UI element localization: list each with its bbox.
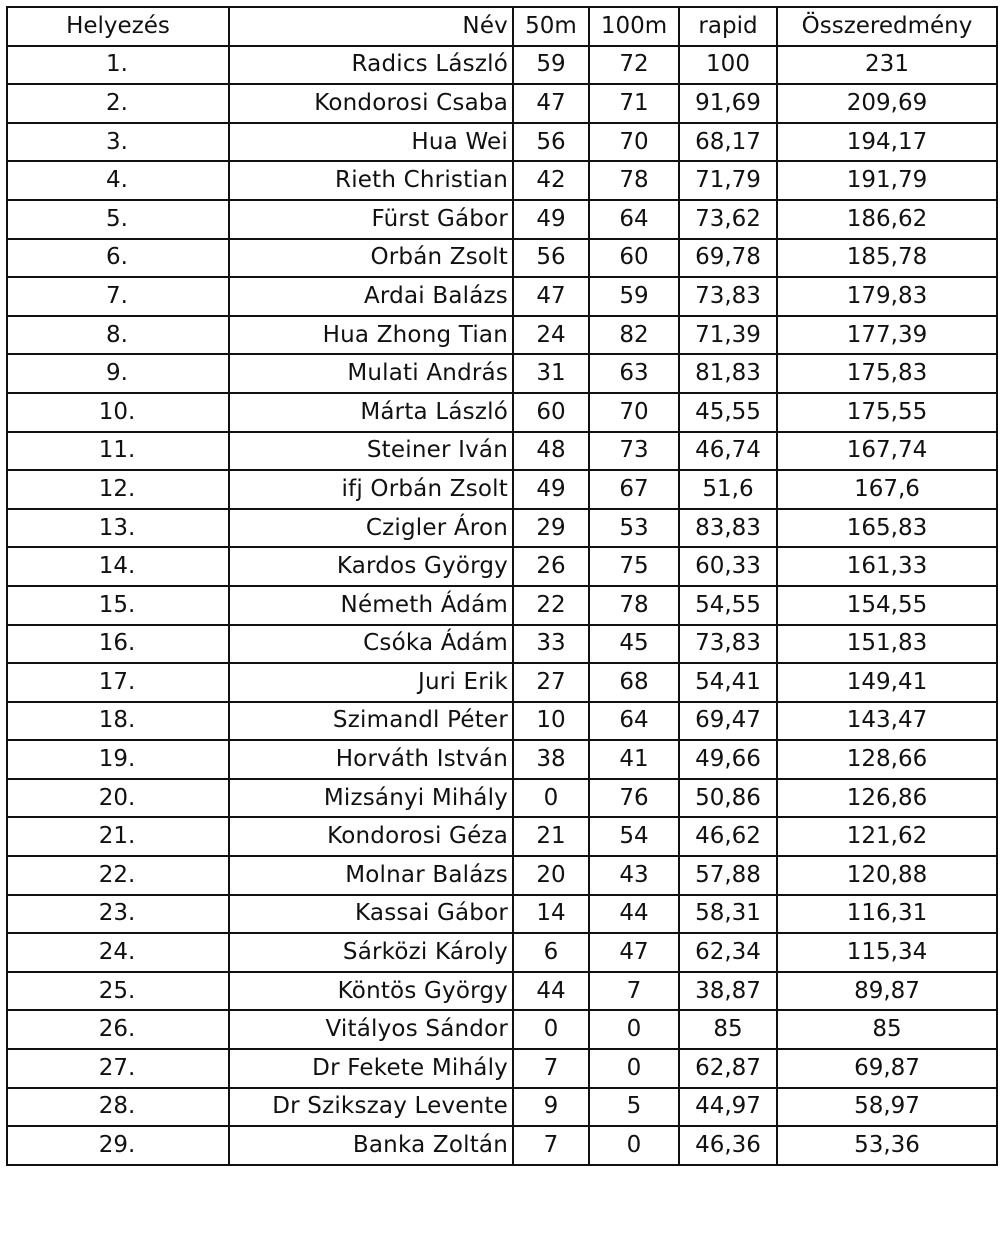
results-table [6, 6, 998, 1166]
cell-rank: 16. [7, 625, 229, 664]
cell-100m: 60 [589, 239, 679, 278]
cell-50m: 59 [513, 46, 589, 85]
cell-name: Kondorosi Géza [229, 817, 513, 856]
table-row [7, 161, 997, 200]
table-row [7, 702, 997, 741]
cell-total: 89,87 [777, 972, 997, 1011]
cell-total: 121,62 [777, 817, 997, 856]
cell-name: Hua Wei [229, 123, 513, 162]
cell-50m: 9 [513, 1088, 589, 1127]
cell-rapid: 60,33 [679, 547, 777, 586]
cell-rank: 2. [7, 84, 229, 123]
cell-total: 185,78 [777, 239, 997, 278]
cell-name: Ardai Balázs [229, 277, 513, 316]
cell-total: 149,41 [777, 663, 997, 702]
cell-rapid: 73,83 [679, 277, 777, 316]
cell-rank: 21. [7, 817, 229, 856]
table-row [7, 663, 997, 702]
cell-rank: 18. [7, 702, 229, 741]
cell-50m: 49 [513, 200, 589, 239]
cell-name: Horváth István [229, 740, 513, 779]
cell-rapid: 62,87 [679, 1049, 777, 1088]
cell-name: Dr Szikszay Levente [229, 1088, 513, 1127]
cell-total: 161,33 [777, 547, 997, 586]
cell-50m: 26 [513, 547, 589, 586]
table-row [7, 740, 997, 779]
table-row [7, 895, 997, 934]
cell-50m: 44 [513, 972, 589, 1011]
cell-rapid: 50,86 [679, 779, 777, 818]
table-row [7, 432, 997, 471]
cell-rapid: 73,62 [679, 200, 777, 239]
cell-100m: 67 [589, 470, 679, 509]
table-row [7, 354, 997, 393]
cell-rapid: 38,87 [679, 972, 777, 1011]
cell-name: Németh Ádám [229, 586, 513, 625]
cell-name: Steiner Iván [229, 432, 513, 471]
cell-total: 167,74 [777, 432, 997, 471]
cell-name: Molnar Balázs [229, 856, 513, 895]
cell-total: 179,83 [777, 277, 997, 316]
cell-rapid: 57,88 [679, 856, 777, 895]
cell-total: 128,66 [777, 740, 997, 779]
cell-rapid: 51,6 [679, 470, 777, 509]
cell-rapid: 69,47 [679, 702, 777, 741]
cell-rank: 22. [7, 856, 229, 895]
cell-rank: 12. [7, 470, 229, 509]
cell-name: Kardos György [229, 547, 513, 586]
header-50m: 50m [513, 7, 589, 46]
cell-rapid: 100 [679, 46, 777, 85]
cell-total: 120,88 [777, 856, 997, 895]
cell-100m: 70 [589, 123, 679, 162]
cell-100m: 0 [589, 1010, 679, 1049]
cell-rapid: 71,79 [679, 161, 777, 200]
cell-name: Köntös György [229, 972, 513, 1011]
cell-100m: 64 [589, 702, 679, 741]
cell-100m: 41 [589, 740, 679, 779]
cell-rank: 3. [7, 123, 229, 162]
cell-50m: 29 [513, 509, 589, 548]
cell-name: Juri Erik [229, 663, 513, 702]
cell-50m: 38 [513, 740, 589, 779]
cell-rapid: 68,17 [679, 123, 777, 162]
header-row [7, 7, 997, 46]
cell-rank: 7. [7, 277, 229, 316]
cell-50m: 10 [513, 702, 589, 741]
cell-name: Mizsányi Mihály [229, 779, 513, 818]
cell-50m: 31 [513, 354, 589, 393]
cell-rapid: 46,62 [679, 817, 777, 856]
cell-total: 209,69 [777, 84, 997, 123]
cell-total: 69,87 [777, 1049, 997, 1088]
cell-rank: 15. [7, 586, 229, 625]
cell-100m: 5 [589, 1088, 679, 1127]
cell-rank: 26. [7, 1010, 229, 1049]
cell-50m: 0 [513, 1010, 589, 1049]
table-row [7, 316, 997, 355]
cell-100m: 68 [589, 663, 679, 702]
cell-rank: 8. [7, 316, 229, 355]
cell-name: Mulati András [229, 354, 513, 393]
cell-name: Hua Zhong Tian [229, 316, 513, 355]
cell-rank: 6. [7, 239, 229, 278]
cell-rank: 25. [7, 972, 229, 1011]
cell-total: 186,62 [777, 200, 997, 239]
cell-rank: 28. [7, 1088, 229, 1127]
header-rank: Helyezés [7, 7, 229, 46]
cell-rank: 19. [7, 740, 229, 779]
cell-total: 116,31 [777, 895, 997, 934]
cell-50m: 6 [513, 933, 589, 972]
cell-name: Márta László [229, 393, 513, 432]
cell-total: 53,36 [777, 1126, 997, 1165]
table-row [7, 509, 997, 548]
cell-rapid: 69,78 [679, 239, 777, 278]
cell-rank: 9. [7, 354, 229, 393]
table-row [7, 547, 997, 586]
cell-100m: 0 [589, 1126, 679, 1165]
table-row [7, 972, 997, 1011]
cell-50m: 14 [513, 895, 589, 934]
cell-rank: 20. [7, 779, 229, 818]
cell-rank: 29. [7, 1126, 229, 1165]
cell-rank: 11. [7, 432, 229, 471]
cell-100m: 43 [589, 856, 679, 895]
cell-50m: 0 [513, 779, 589, 818]
cell-total: 194,17 [777, 123, 997, 162]
cell-total: 165,83 [777, 509, 997, 548]
cell-50m: 7 [513, 1049, 589, 1088]
cell-rank: 10. [7, 393, 229, 432]
cell-50m: 48 [513, 432, 589, 471]
cell-total: 175,55 [777, 393, 997, 432]
cell-total: 143,47 [777, 702, 997, 741]
cell-50m: 56 [513, 239, 589, 278]
table-row [7, 393, 997, 432]
cell-100m: 78 [589, 586, 679, 625]
cell-100m: 44 [589, 895, 679, 934]
cell-50m: 42 [513, 161, 589, 200]
cell-total: 115,34 [777, 933, 997, 972]
cell-name: ifj Orbán Zsolt [229, 470, 513, 509]
cell-total: 191,79 [777, 161, 997, 200]
cell-rank: 24. [7, 933, 229, 972]
cell-100m: 59 [589, 277, 679, 316]
cell-100m: 71 [589, 84, 679, 123]
cell-name: Radics László [229, 46, 513, 85]
table-row [7, 123, 997, 162]
table-row [7, 1049, 997, 1088]
cell-100m: 75 [589, 547, 679, 586]
cell-50m: 20 [513, 856, 589, 895]
table-row [7, 856, 997, 895]
cell-total: 151,83 [777, 625, 997, 664]
cell-50m: 21 [513, 817, 589, 856]
cell-100m: 54 [589, 817, 679, 856]
cell-name: Csóka Ádám [229, 625, 513, 664]
cell-100m: 45 [589, 625, 679, 664]
table-row [7, 239, 997, 278]
cell-100m: 47 [589, 933, 679, 972]
table-row [7, 625, 997, 664]
cell-50m: 24 [513, 316, 589, 355]
table-row [7, 84, 997, 123]
cell-name: Vitályos Sándor [229, 1010, 513, 1049]
cell-total: 126,86 [777, 779, 997, 818]
cell-100m: 73 [589, 432, 679, 471]
table-row [7, 277, 997, 316]
cell-100m: 70 [589, 393, 679, 432]
cell-rank: 14. [7, 547, 229, 586]
cell-total: 231 [777, 46, 997, 85]
cell-rapid: 46,36 [679, 1126, 777, 1165]
cell-50m: 7 [513, 1126, 589, 1165]
table-row [7, 470, 997, 509]
cell-100m: 64 [589, 200, 679, 239]
table-row [7, 933, 997, 972]
cell-rapid: 46,74 [679, 432, 777, 471]
table-row [7, 1126, 997, 1165]
cell-50m: 47 [513, 277, 589, 316]
header-100m: 100m [589, 7, 679, 46]
cell-name: Szimandl Péter [229, 702, 513, 741]
cell-50m: 33 [513, 625, 589, 664]
cell-rank: 17. [7, 663, 229, 702]
cell-name: Sárközi Károly [229, 933, 513, 972]
cell-100m: 0 [589, 1049, 679, 1088]
cell-rapid: 81,83 [679, 354, 777, 393]
cell-total: 175,83 [777, 354, 997, 393]
cell-name: Fürst Gábor [229, 200, 513, 239]
cell-100m: 78 [589, 161, 679, 200]
cell-total: 85 [777, 1010, 997, 1049]
table-body [7, 46, 997, 1165]
cell-rank: 5. [7, 200, 229, 239]
cell-name: Kassai Gábor [229, 895, 513, 934]
cell-100m: 76 [589, 779, 679, 818]
cell-name: Czigler Áron [229, 509, 513, 548]
cell-total: 58,97 [777, 1088, 997, 1127]
cell-name: Banka Zoltán [229, 1126, 513, 1165]
cell-rank: 27. [7, 1049, 229, 1088]
table-row [7, 817, 997, 856]
cell-rank: 4. [7, 161, 229, 200]
cell-rapid: 73,83 [679, 625, 777, 664]
cell-rapid: 54,55 [679, 586, 777, 625]
cell-name: Orbán Zsolt [229, 239, 513, 278]
cell-100m: 82 [589, 316, 679, 355]
table-row [7, 586, 997, 625]
cell-50m: 49 [513, 470, 589, 509]
table-row [7, 46, 997, 85]
table-row [7, 1010, 997, 1049]
cell-total: 167,6 [777, 470, 997, 509]
table-row [7, 200, 997, 239]
cell-100m: 7 [589, 972, 679, 1011]
table-row [7, 1088, 997, 1127]
table-header [7, 7, 997, 46]
cell-rapid: 91,69 [679, 84, 777, 123]
cell-name: Kondorosi Csaba [229, 84, 513, 123]
cell-name: Dr Fekete Mihály [229, 1049, 513, 1088]
header-total: Összeredmény [777, 7, 997, 46]
cell-50m: 60 [513, 393, 589, 432]
cell-rank: 23. [7, 895, 229, 934]
cell-rapid: 83,83 [679, 509, 777, 548]
cell-rapid: 71,39 [679, 316, 777, 355]
cell-total: 154,55 [777, 586, 997, 625]
cell-rank: 13. [7, 509, 229, 548]
table-row [7, 779, 997, 818]
cell-total: 177,39 [777, 316, 997, 355]
cell-100m: 72 [589, 46, 679, 85]
cell-50m: 47 [513, 84, 589, 123]
cell-rapid: 49,66 [679, 740, 777, 779]
cell-rank: 1. [7, 46, 229, 85]
cell-rapid: 85 [679, 1010, 777, 1049]
cell-rapid: 45,55 [679, 393, 777, 432]
header-rapid: rapid [679, 7, 777, 46]
cell-50m: 27 [513, 663, 589, 702]
cell-50m: 56 [513, 123, 589, 162]
cell-rapid: 58,31 [679, 895, 777, 934]
cell-100m: 53 [589, 509, 679, 548]
header-name: Név [229, 7, 513, 46]
cell-rapid: 54,41 [679, 663, 777, 702]
cell-name: Rieth Christian [229, 161, 513, 200]
cell-50m: 22 [513, 586, 589, 625]
cell-rapid: 44,97 [679, 1088, 777, 1127]
cell-100m: 63 [589, 354, 679, 393]
cell-rapid: 62,34 [679, 933, 777, 972]
